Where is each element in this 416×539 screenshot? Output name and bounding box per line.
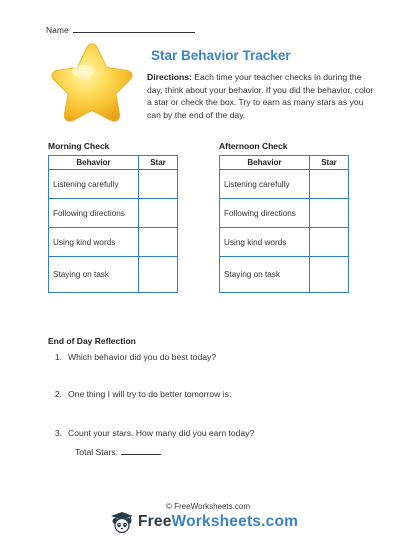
table-row [220,199,349,228]
behavior-cell: Staying on task [220,257,310,293]
question-number: 3. [54,428,62,438]
star-box[interactable] [139,199,178,228]
behavior-cell: Listening carefully [220,170,310,199]
table-row [49,257,178,293]
brand-part-free: Free [138,513,172,530]
table-row [49,199,178,228]
question-item [48,352,216,362]
total-stars-field[interactable] [75,446,161,457]
table-row [49,170,178,199]
question-number: 1. [54,352,62,362]
panda-logo-icon [110,511,134,533]
question-item [48,389,231,399]
star-icon [46,40,138,126]
behavior-cell: Using kind words [49,228,139,257]
star-box[interactable] [310,199,349,228]
afternoon-heading: Afternoon Check [219,141,288,151]
question-number: 2. [54,389,62,399]
morning-table [48,155,178,293]
star-box[interactable] [139,257,178,293]
directions-label: Directions: [147,72,192,82]
directions-body: Each time your teacher checks in during the day, think about your behavior. If you did the behavior, color a star or check the box. Try to earn as many stars as you can by the end of the day. [147,72,374,120]
star-box[interactable] [310,170,349,199]
brand-name [138,513,298,531]
column-header-behavior: Behavior [220,156,310,170]
directions-text [147,71,379,121]
table-row [49,228,178,257]
star-box[interactable] [139,170,178,199]
total-stars-line[interactable] [121,446,161,455]
question-item [48,428,254,438]
star-box[interactable] [310,257,349,293]
table-row [220,257,349,293]
brand-part-worksheets: Worksheets.com [171,513,299,530]
page-title: Star Behavior Tracker [151,48,291,63]
column-header-behavior: Behavior [49,156,139,170]
behavior-cell: Listening carefully [49,170,139,199]
total-stars-label: Total Stars: [75,447,118,457]
column-header-star: Star [139,156,178,170]
question-text: Count your stars. How many did you earn today? [68,428,255,438]
column-header-star: Star [310,156,349,170]
name-field[interactable] [46,24,195,35]
brand-logo [110,510,298,534]
star-box[interactable] [139,228,178,257]
behavior-cell: Following directions [49,199,139,228]
table-row [220,228,349,257]
star-box[interactable] [310,228,349,257]
afternoon-table [219,155,349,293]
behavior-cell: Staying on task [49,257,139,293]
name-line[interactable] [73,24,195,33]
behavior-cell: Using kind words [220,228,310,257]
name-label: Name [46,25,69,35]
question-text: Which behavior did you do best today? [68,352,217,362]
reflection-heading: End of Day Reflection [48,336,136,346]
table-row [220,170,349,199]
footer-copyright: © FreeWorksheets.com [166,502,250,511]
morning-heading: Morning Check [48,141,110,151]
behavior-cell: Following directions [220,199,310,228]
question-text: One thing I will try to do better tomorrow is: [68,389,232,399]
